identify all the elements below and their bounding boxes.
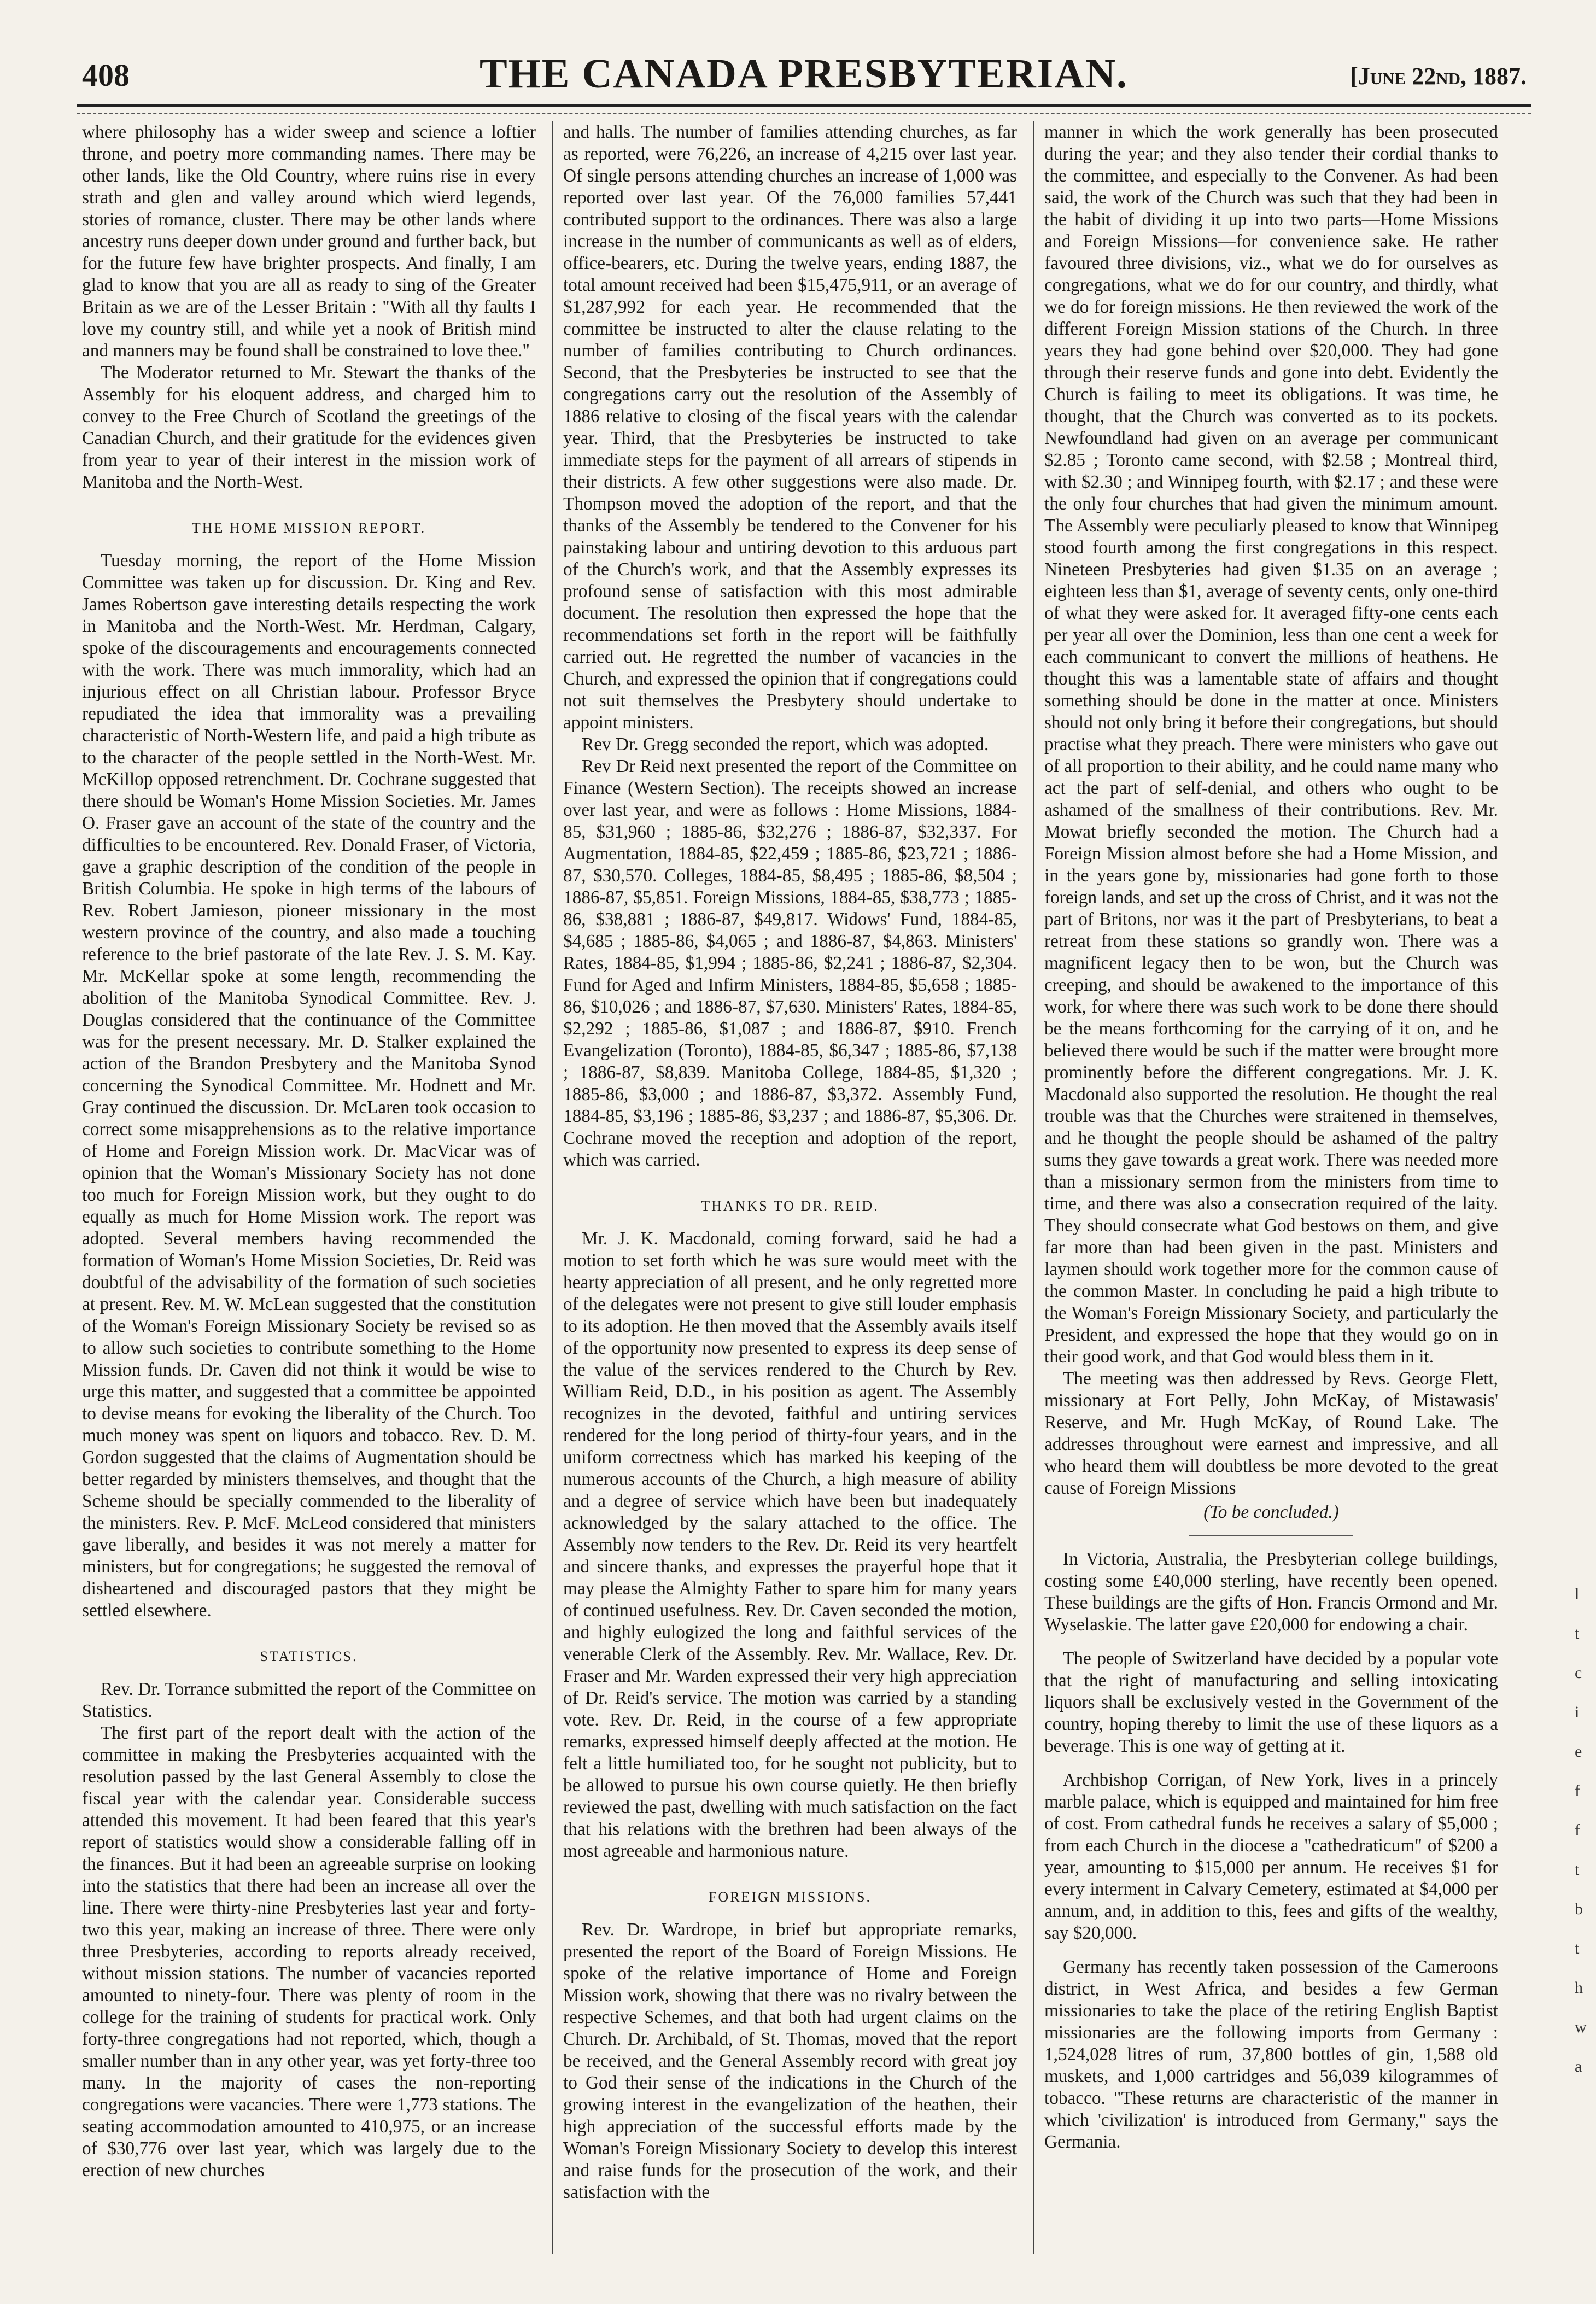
section-heading: THE HOME MISSION REPORT. bbox=[191, 520, 426, 536]
continuation-note: (To be concluded.) bbox=[1203, 1502, 1339, 1522]
paragraph: where philosophy has a wider sweep and science a loftier throne, and poetry more commanding names. There may be other lands, like the Old Country, where ruins rise in every strath and glen and valley around which wierd legends, stories of romance, cluster. There may be other lands where ancestry runs deeper down under ground and further back, but for the future few have brighter prospects. And finally, I am glad to know that you are all as ready to sing of the Greater Britain as we are of the Lesser Britain : "With all thy faults I love my country still, and while yet a nook of British mind and manners may be found shall be constrained to love thee." bbox=[82, 122, 536, 361]
masthead bbox=[77, 50, 1531, 100]
margin-letter: f bbox=[1575, 1821, 1580, 1839]
paragraph: Rev. Dr. Wardrope, in brief but appropriate remarks, presented the report of the Board of Foreign Missions. He spoke of the relative importance of Home and Foreign Mission work, showing that there was no rivalry between the respective Schemes, and that both had urgent claims on the Church. Dr. Archibald, of St. Thomas, moved that the report be received, and the General Assembly record with great joy to God their sense of the indications in the Church of the growing interest in the evangelization of the heathen, their high appreciation of the successful efforts made by the Woman's Foreign Missionary Society to develop this interest and raise funds for the prosecution of the work, and their satisfaction with the bbox=[563, 1920, 1017, 2202]
paragraph: The meeting was then addressed by Revs. George Flett, missionary at Fort Pelly, John McKay, of Mistawasis' Reserve, and Mr. Hugh McKay, of Round Lake. The addresses throughout were earnest and impressive, and all who heard them will doubtless be more devoted to the great cause of Foreign Missions bbox=[1044, 1369, 1498, 1498]
news-note: In Victoria, Australia, the Presbyterian college buildings, costing some £40,000 sterling, have recently been opened. These buildings are the gifts of Hon. Francis Ormond and Mr. Wyselaskie. The latter gave £20,000 for endowing a chair. bbox=[1044, 1549, 1498, 1635]
section-heading: STATISTICS. bbox=[260, 1648, 358, 1664]
paragraph: Rev. Dr. Torrance submitted the report of the Committee on Statistics. bbox=[82, 1679, 536, 1721]
paragraph: Rev Dr Reid next presented the report of the Committee on Finance (Western Section). The receipts showed an increase over last year, and were as follows : Home Missions, 1884-85, $31,960 ; 1885-86, $32,276 ; 1886-87, $32,337. For Augmentation, 1884-85, $22,459 ; 1885-86, $23,721 ; 1886-87, $30,570. Colleges, 1884-85, $8,495 ; 1885-86, $8,504 ; 1886-87, $5,851. Foreign Missions, 1884-85, $38,773 ; 1885-86, $38,881 ; 1886-87, $49,817. Widows' Fund, 1884-85, $4,685 ; 1885-86, $4,065 ; and 1886-87, $4,863. Ministers' Rates, 1884-85, $1,994 ; 1885-86, $2,241 ; 1886-87, $2,304. Fund for Aged and Infirm Ministers, 1884-85, $5,658 ; 1885-86, $10,026 ; and 1886-87, $7,630. Ministers' Rates, 1884-85, $2,292 ; 1885-86, $1,087 ; and 1886-87, $910. French Evangelization (Toronto), 1884-85, $6,347 ; 1885-86, $7,138 ; 1886-87, $8,839. Manitoba College, 1884-85, $1,320 ; 1885-86, $3,000 ; and 1886-87, $3,372. Assembly Fund, 1884-85, $3,196 ; 1885-86, $3,237 ; and 1886-87, $5,306. Dr. Cochrane moved the reception and adoption of the report, which was carried. bbox=[563, 756, 1017, 1170]
issue-date: [June 22nd, 1887. bbox=[1350, 63, 1527, 90]
paragraph: and halls. The number of families attending churches, as far as reported, were 76,226, an increase of 4,215 over last year. Of single persons attending churches an increase of 1,000 was reported over last year. Of the 76,000 families 57,441 contributed support to the ordinances. There was also a large increase in the number of communicants as well as of elders, office-bearers, etc. During the twelve years, ending 1887, the total amount received had been $15,475,911, or an average of $1,287,992 for each year. He recommended that the committee be instructed to alter the clause relating to the number of families contributing to Church ordinances. Second, that the Presbyteries be instructed to see that the congregations carry out the resolution of the Assembly of 1886 relative to closing of the fiscal years with the calendar year. Third, that the Presbyteries be instructed to take immediate steps for the payment of all arrears of stipends in their districts. A few other suggestions were also made. Dr. Thompson moved the adoption of the report, and that the thanks of the Assembly be tendered to the Convener for his painstaking labour and untiring devotion to this arduous part of the Church's work, and that the Assembly expresses its profound sense of satisfaction with this most admirable document. The resolution then expressed the hope that the recommendations set forth in the report will be faithfully carried out. He regretted the number of vacancies in the Church, and expressed the opinion that if congregations could not suit themselves the Presbytery should undertake to appoint ministers. bbox=[563, 122, 1017, 733]
paragraph: The first part of the report dealt with the action of the committee in making the Presbyteries acquainted with the resolution passed by the last General Assembly to close the fiscal year with the calendar year. Considerable success attended this movement. It had been feared that this year's report of statistics would show a considerable falling off in the finances. But it had been an agreeable surprise on looking into the statistics that there had been an increase all over the line. There were thirty-nine Presbyteries last year and forty-two this year, making an increase of three. There were only three Presbyteries, according to reports already received, without mission stations. The number of vacancies reported amounted to ninety-four. There was plenty of room in the college for the training of students for practical work. Only forty-three congregations had not reported, which, though a smaller number than in any other year, was yet forty-three too many. In the majority of cases the non-reporting congregations were vacancies. There were 1,773 stations. The seating accommodation amounted to 410,975, or an increase of $30,776 over last year, which was largely due to the erection of new churches bbox=[82, 1723, 536, 2180]
spacer bbox=[1044, 1636, 1498, 1648]
page-number: 408 bbox=[82, 57, 130, 93]
paragraph: Rev Dr. Gregg seconded the report, which was adopted. bbox=[582, 734, 989, 755]
margin-letter: b bbox=[1575, 1900, 1583, 1918]
section-heading: THANKS TO DR. REID. bbox=[701, 1198, 879, 1214]
paragraph: The Moderator returned to Mr. Stewart the thanks of the Assembly for his eloquent address, and charged him to convey to the Free Church of Scotland the greetings of the Canadian Church, and their gratitude for the evidences given from year to year of their interest in the mission work of Manitoba and the North-West. bbox=[82, 362, 536, 492]
paragraph: Mr. J. K. Macdonald, coming forward, said he had a motion to set forth which he was sure would meet with the hearty appreciation of all present, and he only regretted more of the delegates were not present to give still louder emphasis to its adoption. He then moved that the Assembly avails itself of the opportunity now presented to express its deep sense of the value of the services rendered to the Church by Rev. William Reid, D.D., in his position as agent. The Assembly recognizes in the devoted, faithful and untiring services rendered for the long period of thirty-four years, and in the uniform correctness which has marked his keeping of the numerous accounts of the Church, a high measure of ability and a degree of service which have been but inadequately acknowledged by the salary attached to the office. The Assembly now tenders to the Rev. Dr. Reid its very heartfelt and sincere thanks, and expresses the prayerful hope that it may please the Almighty Father to spare him for many years of continued usefulness. Rev. Dr. Caven seconded the motion, and highly eulogized the long and faithful services of the venerable Clerk of the Assembly. Rev. Mr. Wallace, Rev. Dr. Fraser and Mr. Warden expressed their very high appreciation of Dr. Reid's service. The motion was carried by a standing vote. Rev. Dr. Reid, in the course of a few appropriate remarks, expressed himself deeply affected at the motion. He felt a little humiliated too, for he sought not publicity, but to be allowed to pursue his own course quietly. He then briefly reviewed the past, dwelling with much satisfaction on the fact that his relations with the brethren had been always of the most agreeable and harmonious nature. bbox=[563, 1229, 1017, 1861]
spacer bbox=[1044, 1757, 1498, 1769]
header-rule-dashed bbox=[77, 113, 1531, 114]
newspaper-title: THE CANADA PRESBYTERIAN. bbox=[479, 51, 1129, 97]
margin-letter: t bbox=[1575, 1861, 1580, 1879]
news-note: Germany has recently taken possession of the Cameroons district, in West Africa, and besides a few German missionaries to take the place of the retiring English Baptist missionaries are the following imports from Germany : 1,524,028 litres of rum, 37,800 bottles of gin, 1,588 old muskets, and 1,000 cartridges and 56,039 kilogrammes of tobacco. "These returns are characteristic of the manner in which 'civilization' is introduced from Germany," says the Germania. bbox=[1044, 1957, 1498, 2152]
spacer bbox=[1044, 1944, 1498, 1956]
separator-rule bbox=[1189, 1535, 1353, 1536]
margin-letter: w bbox=[1575, 2018, 1587, 2036]
margin-letter: f bbox=[1575, 1782, 1580, 1800]
news-note: The people of Switzerland have decided by a popular vote that the right of manufacturing and selling intoxicating liquors shall be exclusively vested in the Government of the country, hoping thereby to limit the use of these liquors as a beverage. This is one way of getting at it. bbox=[1044, 1648, 1498, 1756]
margin-letter: l bbox=[1575, 1585, 1580, 1603]
margin-letter: t bbox=[1575, 1939, 1580, 1957]
column-2 bbox=[563, 121, 1017, 2254]
column-3 bbox=[1044, 121, 1498, 2254]
paragraph: Tuesday morning, the report of the Home Mission Committee was taken up for discussion. Dr. King and Rev. James Robertson gave interesting details respecting the work in Manitoba and the North-West. Mr. Herdman, Calgary, spoke of the discouragements and encouragements connected with the work. There was much immorality, which had an injurious effect on all Christian labour. Professor Bryce repudiated the idea that immorality was a prevailing characteristic of North-Western life, and paid a high tribute as to the character of the people settled in the North-West. Mr. McKillop opposed retrenchment. Dr. Cochrane suggested that there should be Woman's Home Mission Societies. Mr. James O. Fraser gave an account of the state of the country and the difficulties to be encountered. Rev. Donald Fraser, of Victoria, gave a graphic description of the condition of the people in British Columbia. He spoke in high terms of the labours of Rev. Robert Jamieson, pioneer missionary in the most western province of the country, and also made a touching reference to the brief pastorate of the late Rev. J. S. M. Kay. Mr. McKellar spoke at some length, recommending the abolition of the Manitoba Synodical Committee. Rev. J. Douglas considered that the continuance of the Committee was for the present necessary. Mr. D. Stalker explained the action of the Brandon Presbytery and the Manitoba Synod concerning the Synodical Committee. Mr. Hodnett and Mr. Gray continued the discussion. Dr. McLaren took occasion to correct some misapprehensions as to the relative importance of Home and Foreign Mission work. Dr. MacVicar was of opinion that the Woman's Missionary Society has not done too much for Foreign Mission work, but they ought to do equally as much for Home Mission work. The report was adopted. Several members having recommended the formation of Woman's Home Mission Societies, Dr. Reid was doubtful of the advisability of the formation of such societies at present. Rev. M. W. McLean suggested that the constitution of the Woman's Foreign Missionary Society be revised so as to allow such societies to contribute something to the Home Mission funds. Dr. Caven did not think it would be wise to urge this matter, and suggested that a committee be appointed to devise means for evoking the liberality of the Church. Too much money was spent on liquors and tobacco. Rev. D. M. Gordon suggested that the claims of Augmentation should be better regarded by ministers themselves, and thought that the Scheme should be specially commended to the liberality of the ministers. Rev. P. McF. McLeod considered that ministers gave liberally, and besides it was not merely a matter for ministers, but for congregations; he suggested the removal of disheartened and discouraged pastors that they might be settled elsewhere. bbox=[82, 551, 536, 1621]
margin-letter: a bbox=[1575, 2057, 1582, 2075]
column-divider bbox=[552, 121, 553, 2254]
paragraph: manner in which the work generally has been prosecuted during the year; and they also tender their cordial thanks to the committee, and especially to the Convener. As had been said, the work of the Church was such that they had been in the habit of dividing it up into two parts—Home Missions and Foreign Missions—for convenience sake. He rather favoured three divisions, viz., what we do for ourselves as congregations, what we do for our country, and thirdly, what we do for foreign missions. He then reviewed the work of the different Foreign Mission stations of the Church. In three years they had gone behind over $20,000. They had gone through their reserve funds and gone into debt. Evidently the Church is failing to meet its obligations. It was time, he thought, that the Church was converted as to its pockets. Newfoundland had given on an average per communicant $2.85 ; Toronto came second, with $2.58 ; Montreal third, with $2.30 ; and Winnipeg fourth, with $2.17 ; and these were the only four churches that had given the minimum amount. The Assembly were peculiarly pleased to know that Winnipeg stood fourth among the first congregations in this respect. Nineteen Presbyteries had given $1.35 on an average ; eighteen less than $1, average of seventy cents, only one-third of what they were asked for. It averaged fifty-one cents each per year all over the Dominion, less than one cent a week for each communicant to convert the millions of heathens. He thought this was a lamentable state of affairs and thought something should be done in the matter at once. Ministers should not only bring it before their congregations, but should practise what they preach. There were ministers who gave out of all proportion to their ability, and he could name many who act the part of self-denial, and others who ought to be ashamed of the smallness of their contributions. Rev. Mr. Mowat briefly seconded the motion. The Church had a Foreign Mission almost before she had a Home Mission, and in the years gone by, missionaries had gone forth to those foreign lands, and set up the cross of Christ, and it was not the part of Britons, nor was it the part of Presbyterians, to beat a retreat from these stations so grandly won. There was a magnificent legacy then to be won, but the Church was creeping, and should be awakened to the importance of this work, for where there was such work to be done there should be the means forthcoming for the carrying of it on, and he believed there would be such if the matter were brought more prominently before the different congregations. Mr. J. K. Macdonald also supported the resolution. He thought the real trouble was that the Churches were straitened in themselves, and he thought the people should be ashamed of the paltry sums they gave towards a great work. There was needed more than a missionary sermon from the ministers from time to time, and there was also a consecration required of the laity. They should consecrate what God bestows on them, and give far more than had been given in the past. Ministers and laymen should work together more for the common cause of the common Master. In concluding he paid a high tribute to the Woman's Foreign Missionary Society, and particularly the President, and expressed the hope that they would go on in their good work, and that God would bless them in it. bbox=[1044, 122, 1498, 1367]
header-rule bbox=[77, 104, 1531, 107]
section-heading: FOREIGN MISSIONS. bbox=[708, 1889, 872, 1905]
margin-letter: c bbox=[1575, 1664, 1582, 1682]
column-divider bbox=[1033, 121, 1034, 2254]
margin-letter: e bbox=[1575, 1742, 1582, 1761]
margin-letter: h bbox=[1575, 1979, 1583, 1997]
column-1 bbox=[82, 121, 536, 2254]
news-note: Archbishop Corrigan, of New York, lives in a princely marble palace, which is equipped and maintained for him free of cost. From cathedral funds he receives a salary of $5,000 ; from each Church in the diocese a "cathedraticum" of $200 a year, amounting to $15,000 per annum. He receives $1 for every interment in Calvary Cemetery, estimated at $4,000 per annum, and, in addition to this, fees and gifts of the wealthy, say $20,000. bbox=[1044, 1770, 1498, 1943]
margin-letter: i bbox=[1575, 1703, 1580, 1721]
margin-letter: t bbox=[1575, 1624, 1580, 1642]
margin-fragments bbox=[1575, 1575, 1591, 2086]
